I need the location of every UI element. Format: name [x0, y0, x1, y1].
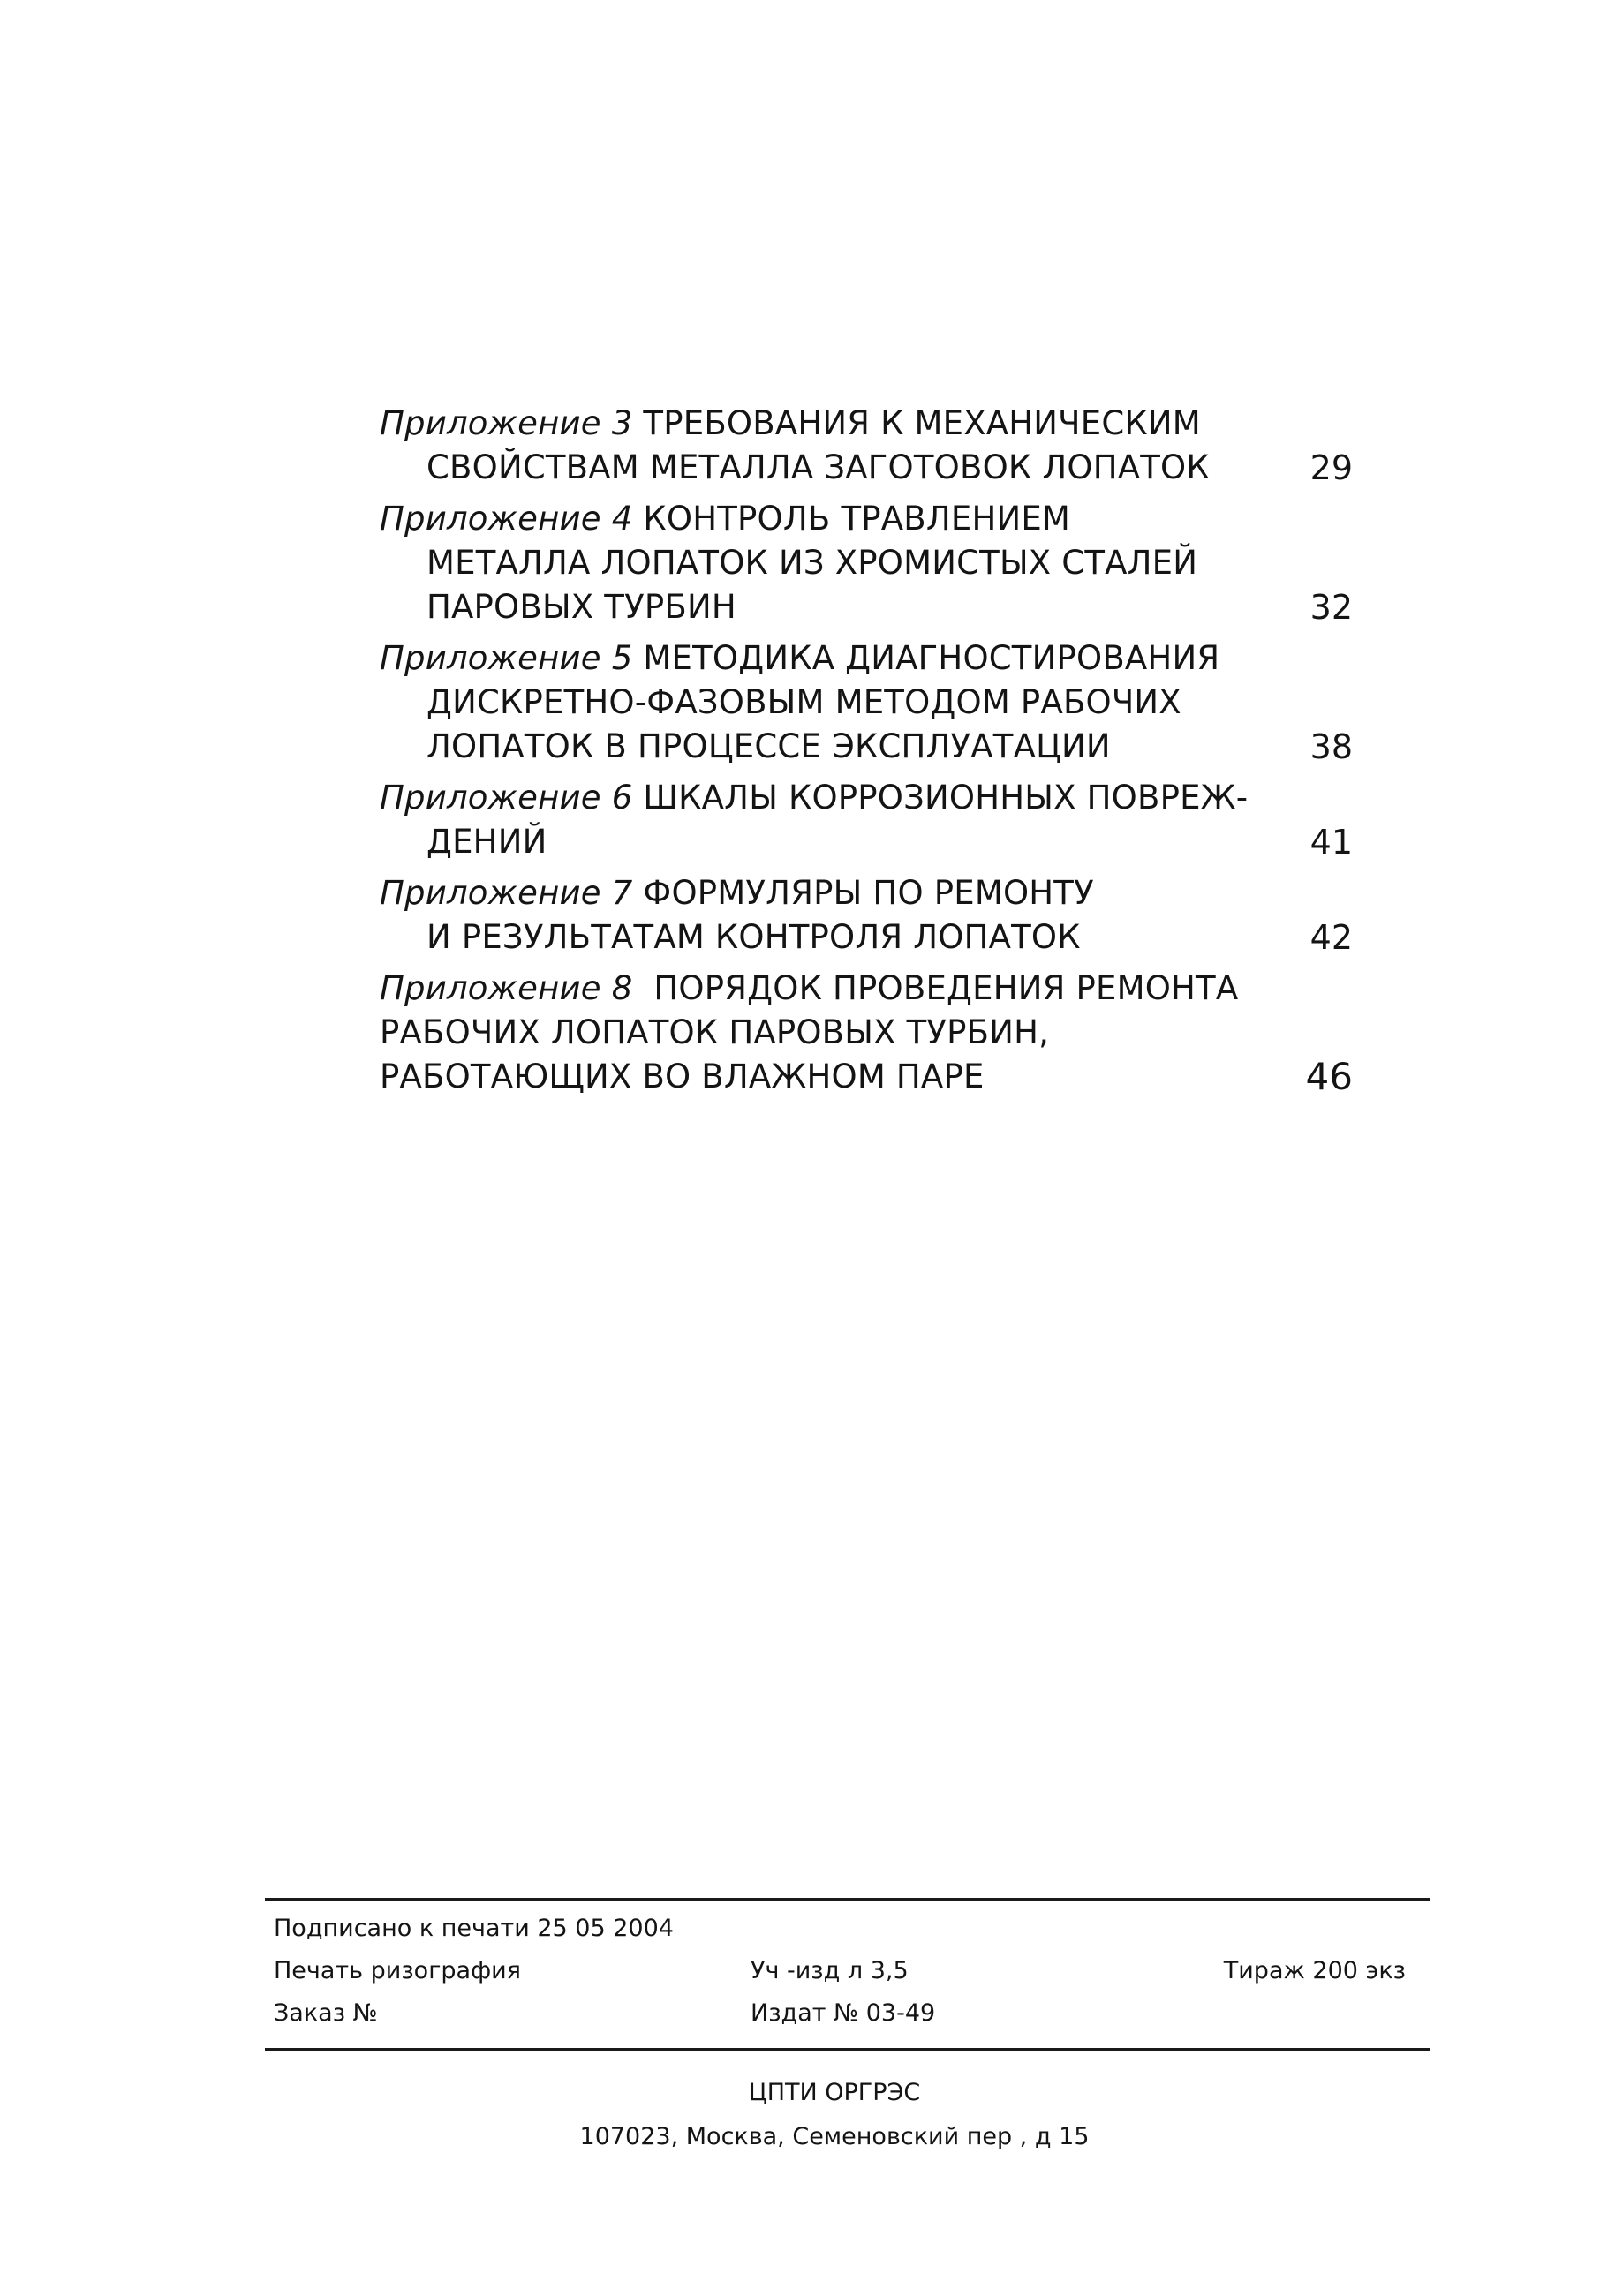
- toc-entry-first-line: [380, 871, 1351, 915]
- toc-entry-continuation: ПАРОВЫХ ТУРБИН: [426, 588, 736, 626]
- toc-entry-continuation: РАБОТАЮЩИХ ВО ВЛАЖНОМ ПАРЕ: [380, 1058, 985, 1095]
- toc-entry-continuation: МЕТАЛЛА ЛОПАТОК ИЗ ХРОМИСТЫХ СТАЛЕЙ: [426, 544, 1198, 582]
- appendix-title: КОНТРОЛЬ ТРАВЛЕНИЕМ: [643, 500, 1071, 538]
- table-of-contents: [380, 402, 1351, 1106]
- appendix-title: МЕТОДИКА ДИАГНОСТИРОВАНИЯ: [643, 639, 1220, 677]
- toc-entry-continuation: И РЕЗУЛЬТАТАМ КОНТРОЛЯ ЛОПАТОК: [426, 918, 1081, 956]
- toc-entry-first-line: [380, 967, 1351, 1011]
- imprint-print-run: Тираж 200 экз: [1223, 1957, 1406, 1984]
- imprint-publisher: ЦПТИ ОРГРЭС: [748, 2079, 921, 2106]
- toc-entry-continuation: СВОЙСТВАМ МЕТАЛЛА ЗАГОТОВОК ЛОПАТОК: [426, 448, 1210, 486]
- appendix-title: ШКАЛЫ КОРРОЗИОННЫХ ПОВРЕЖ-: [643, 779, 1249, 817]
- toc-page-number: 42: [1309, 918, 1353, 957]
- appendix-label: Приложение 4: [380, 500, 633, 538]
- toc-entry-continuation: РАБОЧИХ ЛОПАТОК ПАРОВЫХ ТУРБИН,: [380, 1013, 1050, 1051]
- imprint-izdat-number: Издат № 03-49: [751, 1999, 936, 2027]
- imprint-bottom-rule: [265, 2048, 1430, 2051]
- toc-page-number: 32: [1309, 588, 1353, 627]
- imprint-signed-date: Подписано к печати 25 05 2004: [274, 1915, 674, 1942]
- appendix-label: Приложение 6: [380, 779, 633, 817]
- toc-entry-appendix-4: [380, 497, 1351, 629]
- toc-entry-appendix-6: [380, 776, 1351, 864]
- imprint-address: 107023, Москва, Семеновский пер , д 15: [579, 2123, 1090, 2150]
- toc-page-number: 29: [1309, 448, 1353, 487]
- appendix-label: Приложение 7: [380, 874, 633, 912]
- imprint-uch-izd: Уч -изд л 3,5: [751, 1957, 909, 1984]
- toc-entry-continuation: ЛОПАТОК В ПРОЦЕССЕ ЭКСПЛУАТАЦИИ: [426, 727, 1111, 765]
- toc-entry-appendix-8: [380, 967, 1351, 1099]
- imprint-top-rule: [265, 1898, 1430, 1901]
- toc-page-number: 46: [1305, 1055, 1353, 1098]
- appendix-title: ПОРЯДОК ПРОВЕДЕНИЯ РЕМОНТА: [653, 969, 1239, 1007]
- appendix-label: Приложение 3: [380, 404, 633, 442]
- appendix-label: Приложение 8: [380, 969, 633, 1007]
- toc-entry-first-line: [380, 497, 1351, 541]
- toc-entry-first-line: [380, 776, 1351, 820]
- appendix-title: ТРЕБОВАНИЯ К МЕХАНИЧЕСКИМ: [643, 404, 1201, 442]
- toc-page-number: 38: [1309, 727, 1353, 766]
- toc-entry-continuation: ДЕНИЙ: [426, 823, 547, 861]
- toc-entry-first-line: [380, 402, 1351, 446]
- toc-entry-appendix-7: [380, 871, 1351, 960]
- toc-entry-appendix-5: [380, 636, 1351, 769]
- imprint-order-number: Заказ №: [274, 1999, 378, 2027]
- toc-entry-first-line: [380, 636, 1351, 681]
- imprint-block: [265, 1898, 1430, 2163]
- toc-entry-continuation: ДИСКРЕТНО-ФАЗОВЫМ МЕТОДОМ РАБОЧИХ: [426, 683, 1181, 721]
- toc-entry-appendix-3: [380, 402, 1351, 490]
- imprint-print-type: Печать ризография: [274, 1957, 521, 1984]
- appendix-title: ФОРМУЛЯРЫ ПО РЕМОНТУ: [643, 874, 1094, 912]
- toc-page-number: 41: [1309, 823, 1353, 862]
- appendix-label: Приложение 5: [380, 639, 633, 677]
